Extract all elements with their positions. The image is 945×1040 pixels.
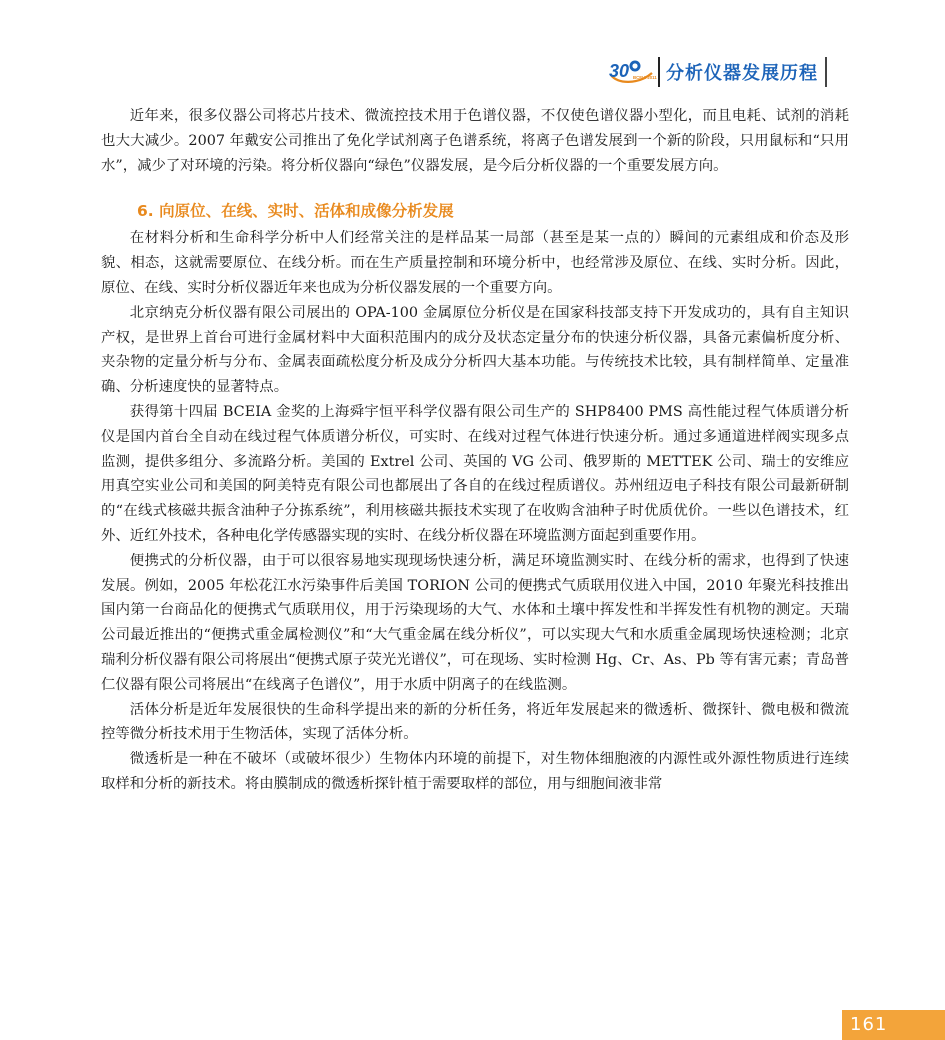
page-header: [608, 55, 827, 89]
body-paragraph: 活体分析是近年发展很快的生命科学提出来的新的分析任务，将近年发展起来的微透析、微探针、微电极和微流控等微分析技术用于生物活体，实现了活体分析。: [101, 701, 849, 743]
body-paragraph: 便携式的分析仪器，由于可以很容易地实现现场快速分析，满足环境监测实时、在线分析的需求，也得到了快速发展。例如，2005 年松花江水污染事件后美国 TORION 公司的便携式气质联用仪进入中国，2010 年聚光科技推出国内第一台商品化的便携式气质联用仪，用于污染现场的大气、水体和土壤中挥发性和半挥发性有机物的测定。天瑞公司最近推出的“便携式重金属检测仪”和“大气重金属在线分析仪”，可以实现大气和水质重金属现场快速检测；北京瑞利分析仪器有限公司将展出“便携式原子荧光光谱仪”，可在现场、实时检测 Hg、Cr、As、Pb 等有害元素；青岛普仁仪器有限公司将展出“在线离子色谱仪”，用于水质中阴离子的在线监测。: [101, 552, 849, 693]
logo-number: 30: [609, 61, 630, 81]
body-paragraph: 在材料分析和生命科学分析中人们经常关注的是样品某一局部（甚至是某一点的）瞬间的元素组成和价态及形貌、相态，这就需要原位、在线分析。而在生产质量控制和环境分析中，也经常涉及原位、在线、实时分析。因此，原位、在线、实时分析仪器近年来也成为分析仪器发展的一个重要方向。: [101, 230, 849, 296]
section-heading: 6. 向原位、在线、实时、活体和成像分析发展: [137, 202, 454, 221]
header-divider: [658, 57, 660, 87]
page-number-box: [842, 1010, 945, 1040]
logo-text: BCEIA 2011: [633, 75, 657, 80]
body-paragraph: 获得第十四届 BCEIA 金奖的上海舜宇恒平科学仪器有限公司生产的 SHP8400 PMS 高性能过程气体质谱分析仪是国内首台全自动在线过程气体质谱分析仪，可实时、在线对过程气体进行快速分析。通过多通道进样阀实现多点监测，提供多组分、多流路分析。美国的 Extrel 公司、英国的 VG 公司、俄罗斯的 METTEK 公司、瑞士的安维应用真空实业公司和美国的阿美特克有限公司也都展出了各自的在线过程质谱仪。苏州纽迈电子科技有限公司最新研制的“在线式核磁共振含油种子分拣系统”，利用核磁共振技术实现了在收购含油种子时优质优价。一些以色谱技术，红外、近红外技术，各种电化学传感器实现的实时、在线分析仪器在环境监测方面起到重要作用。: [101, 403, 849, 544]
body-paragraph: 微透析是一种在不破坏（或破坏很少）生物体内环境的前提下，对生物体细胞液的内源性或外源性物质进行连续取样和分析的新技术。将由膜制成的微透析探针植于需要取样的部位，用与细胞间液非常: [101, 751, 849, 792]
intro-paragraph: 近年来，很多仪器公司将芯片技术、微流控技术用于色谱仪器，不仅使色谱仪器小型化，而且电耗、试剂的消耗也大大减少。2007 年戴安公司推出了免化学试剂离子色谱系统，将离子色谱发展到一个新的阶段，只用鼠标和“只用水”，减少了对环境的污染。将分析仪器向“绿色”仪器发展，是今后分析仪器的一个重要发展方向。: [101, 108, 849, 174]
header-end-bar: [825, 57, 827, 87]
article-body: [101, 104, 849, 797]
logo-icon: [608, 58, 657, 86]
body-paragraph: 北京纳克分析仪器有限公司展出的 OPA-100 金属原位分析仪是在国家科技部支持下开发成功的，具有自主知识产权，是世界上首台可进行金属材料中大面积范围内的成分及状态定量分布的快速分析仪器，具备元素偏析度分析、夹杂物的定量分析与分布、金属表面疏松度分析及成分分析四大基本功能。与传统技术比较，具有制样简单、定量准确、分析速度快的显著特点。: [101, 304, 849, 396]
header-title: 分析仪器发展历程: [666, 63, 818, 84]
page-number: 161: [850, 1014, 888, 1035]
anniversary-logo: [608, 58, 657, 86]
